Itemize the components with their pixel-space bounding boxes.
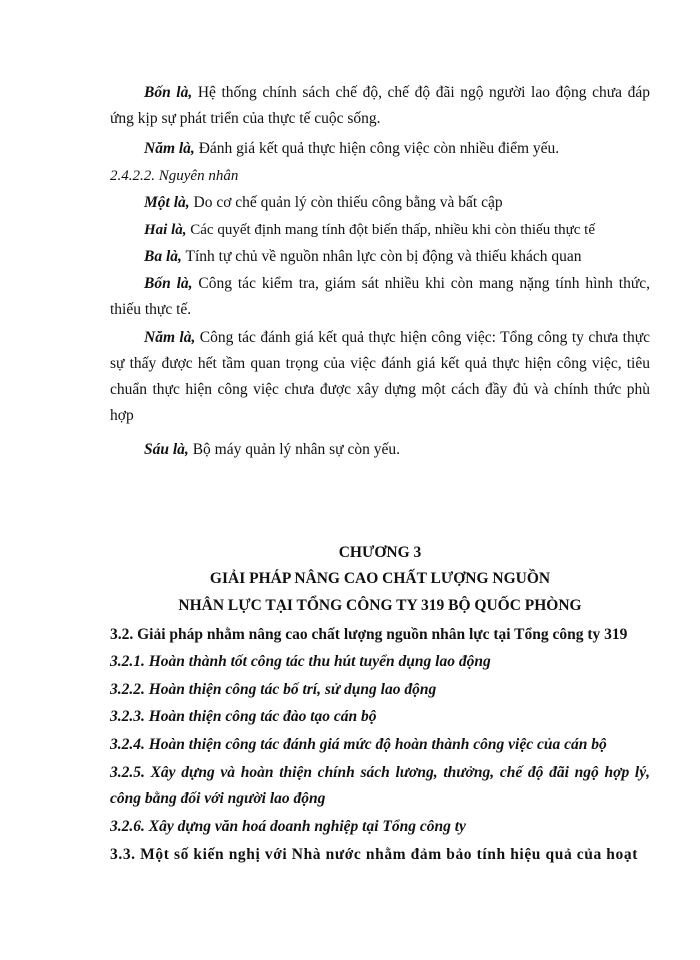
cause-item-6 <box>110 437 650 463</box>
paragraph-text: Tính tự chủ về nguồn nhân lực còn bị động và thiếu khách quan <box>181 248 582 265</box>
paragraph-nam-la-1 <box>110 136 650 162</box>
subsection-3-2-4: 3.2.4. Hoàn thiện công tác đánh giá mức độ hoàn thành công việc của cán bộ <box>110 736 607 753</box>
chapter-number: CHƯƠNG 3 <box>338 544 422 561</box>
paragraph-bon-la-1 <box>110 80 650 132</box>
paragraph-text: Các quyết định mang tính đột biến thấp, nhiều khi còn thiếu thực tế <box>186 222 595 238</box>
section-heading-3-3: 3.3. Một số kiến nghị với Nhà nước nhằm đảm bảo tính hiệu quả của hoạt <box>110 846 638 863</box>
subsection-heading-2422: 2.4.2.2. Nguyên nhân <box>110 168 239 184</box>
paragraph-text: Bộ máy quản lý nhân sự còn yếu. <box>188 441 400 458</box>
paragraph-text: Do cơ chế quản lý còn thiếu công bằng và bất cập <box>189 194 503 211</box>
chapter-title-line-2: NHÂN LỰC TẠI TỔNG CÔNG TY 319 BỘ QUỐC PHÒNG <box>178 597 582 614</box>
cause-item-4 <box>110 271 650 323</box>
subsection-3-2-1: 3.2.1. Hoàn thành tốt công tác thu hút tuyển dụng lao động <box>110 653 491 670</box>
chapter-title-line-1: GIẢI PHÁP NÂNG CAO CHẤT LƯỢNG NGUỒN <box>209 570 551 587</box>
paragraph-lead: Bốn là, <box>144 84 193 101</box>
paragraph-text: Công tác kiểm tra, giám sát nhiều khi còn mang nặng tính hình thức, thiếu thực tế. <box>110 275 651 318</box>
cause-item-2 <box>110 217 650 243</box>
paragraph-text: Hệ thống chính sách chế độ, chế độ đãi ngộ người lao động chưa đáp ứng kịp sự phát triển của thực tế cuộc sống. <box>110 84 651 127</box>
cause-item-3 <box>110 244 650 270</box>
paragraph-lead: Hai là, <box>144 222 187 238</box>
cause-item-1 <box>110 190 650 216</box>
paragraph-lead: Một là, <box>144 194 190 211</box>
subsection-3-2-2: 3.2.2. Hoàn thiện công tác bố trí, sử dụng lao động <box>110 681 437 698</box>
paragraph-lead: Năm là, <box>144 140 195 157</box>
paragraph-lead: Ba là, <box>144 248 182 265</box>
paragraph-text: Công tác đánh giá kết quả thực hiện công việc: Tổng công ty chưa thực sự thấy được hết tầm quan trọng của việc đánh giá kết quả thực hiện công việc, tiêu chuẩn thực hiện công việc chưa được xây dựng một cách đầy đủ và chính thức phù hợp <box>110 329 651 424</box>
paragraph-lead: Sáu là, <box>144 441 189 458</box>
subsection-3-2-3: 3.2.3. Hoàn thiện công tác đào tạo cán bộ <box>110 708 377 725</box>
paragraph-lead: Năm là, <box>144 329 196 346</box>
paragraph-text: Đánh giá kết quả thực hiện công việc còn nhiều điểm yếu. <box>194 140 560 157</box>
cause-item-5 <box>110 325 650 429</box>
subsection-3-2-6: 3.2.6. Xây dựng văn hoá doanh nghiệp tại Tổng công ty <box>110 818 466 835</box>
subsection-3-2-5: 3.2.5. Xây dựng và hoàn thiện chính sách lương, thưởng, chế độ đãi ngộ hợp lý, công bằng đối với người lao động <box>110 764 650 807</box>
paragraph-lead: Bốn là, <box>144 275 193 292</box>
section-heading-3-2: 3.2. Giải pháp nhằm nâng cao chất lượng nguồn nhân lực tại Tổng công ty 319 <box>110 626 628 643</box>
